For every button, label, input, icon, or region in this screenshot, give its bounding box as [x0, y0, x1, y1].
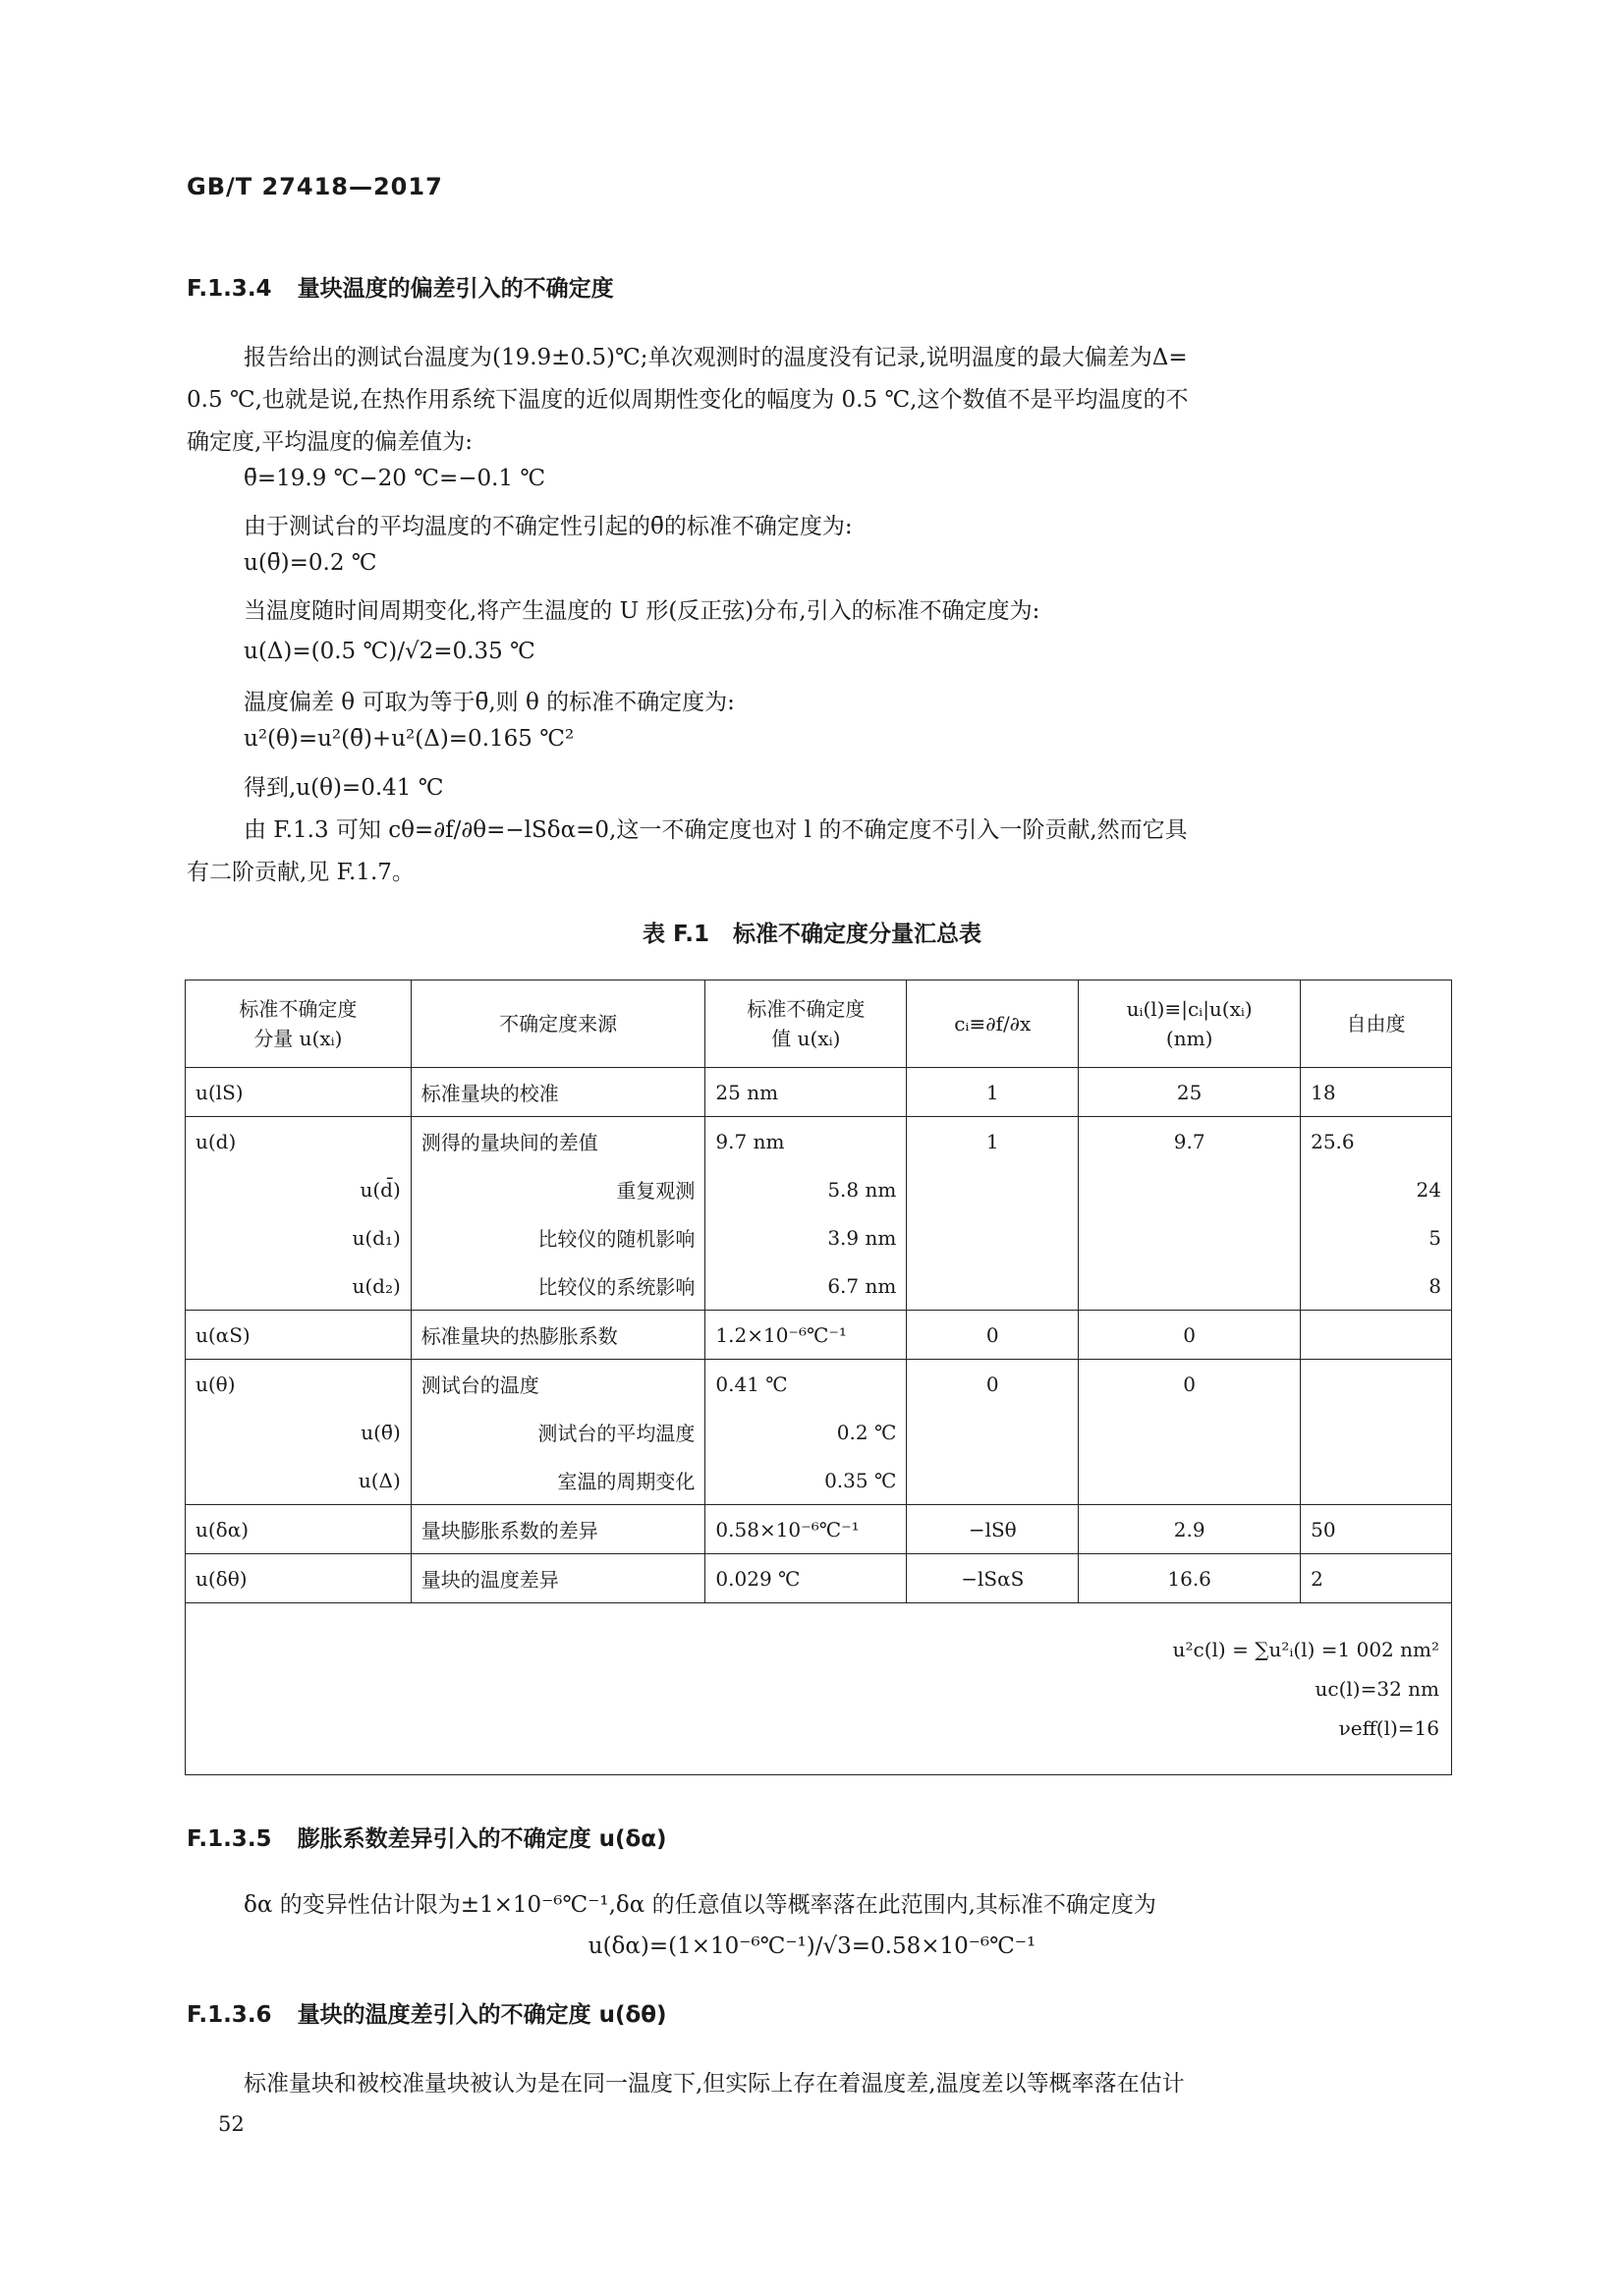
cell-dof: [1301, 1360, 1452, 1409]
cell-dof: 2: [1301, 1554, 1452, 1603]
paragraph-line: 当温度随时间周期变化,将产生温度的 U 形(反正弦)分布,引入的标准不确定度为:: [244, 598, 1040, 624]
cell-contribution: 2.9: [1079, 1505, 1301, 1554]
cell-source: 重复观测: [411, 1165, 705, 1213]
header-contribution: uᵢ(l)≡|cᵢ|u(xᵢ) (nm): [1079, 980, 1301, 1068]
cell-value: 0.41 ℃: [705, 1360, 907, 1409]
table-row: [186, 1554, 1452, 1603]
table-row: [186, 1261, 1452, 1311]
table-row: [186, 1165, 1452, 1213]
document-header: GB/T 27418—2017: [187, 173, 443, 200]
page-number: 52: [218, 2112, 245, 2136]
paragraph-line: 0.5 ℃,也就是说,在热作用系统下温度的近似周期性变化的幅度为 0.5 ℃,这个数值不是平均温度的不: [187, 387, 1189, 413]
paragraph-line: 温度偏差 θ 可取为等于θ̄,则 θ 的标准不确定度为:: [244, 690, 735, 715]
cell-source: 室温的周期变化: [411, 1456, 705, 1505]
table-summary-row: [186, 1603, 1452, 1775]
cell-sensitivity: −lSθ: [907, 1505, 1079, 1554]
section-title: 量块的温度差引入的不确定度 u(δθ): [297, 2002, 667, 2028]
cell-dof: [1301, 1456, 1452, 1505]
cell-value: 9.7 nm: [705, 1117, 907, 1166]
cell-value: 25 nm: [705, 1068, 907, 1117]
section-title: 膨胀系数差异引入的不确定度 u(δα): [297, 1826, 667, 1852]
cell-dof: 50: [1301, 1505, 1452, 1554]
equation-line: u(θ̄)=0.2 ℃: [244, 550, 377, 576]
cell-dof: 8: [1301, 1261, 1452, 1311]
cell-component: u(d): [186, 1117, 412, 1166]
header-value: 标准不确定度 值 u(xᵢ): [705, 980, 907, 1068]
cell-component: u(δθ): [186, 1554, 412, 1603]
table-caption: [0, 916, 1624, 948]
cell-sensitivity: −lSαS: [907, 1554, 1079, 1603]
section-number: F.1.3.4: [187, 276, 272, 302]
cell-contribution: 16.6: [1079, 1554, 1301, 1603]
cell-contribution: 0: [1079, 1311, 1301, 1360]
cell-dof: 25.6: [1301, 1117, 1452, 1166]
paragraph-line: δα 的变异性估计限为±1×10⁻⁶℃⁻¹,δα 的任意值以等概率落在此范围内,其标准不确定度为: [244, 1892, 1156, 1918]
cell-dof: [1301, 1408, 1452, 1456]
table-row: [186, 1068, 1452, 1117]
cell-value: 0.029 ℃: [705, 1554, 907, 1603]
cell-contribution: [1079, 1456, 1301, 1505]
cell-component: u(d₂): [186, 1261, 412, 1311]
cell-source: 比较仪的系统影响: [411, 1261, 705, 1311]
section-heading-f134: [187, 270, 614, 303]
combined-variance: u²c(l) = ∑u²ᵢ(l) =1 002 nm²: [1172, 1638, 1439, 1661]
cell-source: 测得的量块间的差值: [411, 1117, 705, 1166]
section-heading-f136: [187, 1996, 667, 2029]
cell-value: 0.58×10⁻⁶℃⁻¹: [705, 1505, 907, 1554]
cell-value: 6.7 nm: [705, 1261, 907, 1311]
section-title: 量块温度的偏差引入的不确定度: [297, 276, 614, 302]
cell-sensitivity: [907, 1213, 1079, 1261]
cell-contribution: [1079, 1261, 1301, 1311]
cell-contribution: [1079, 1213, 1301, 1261]
table-row: [186, 1360, 1452, 1409]
cell-component: u(lS): [186, 1068, 412, 1117]
cell-component: u(αS): [186, 1311, 412, 1360]
paragraph-line: 有二阶贡献,见 F.1.7。: [187, 860, 415, 885]
cell-contribution: [1079, 1408, 1301, 1456]
cell-sensitivity: 1: [907, 1068, 1079, 1117]
cell-component: u(θ̄): [186, 1408, 412, 1456]
paragraph-line: 由于测试台的平均温度的不确定性引起的θ̄的标准不确定度为:: [244, 514, 853, 539]
cell-contribution: 0: [1079, 1360, 1301, 1409]
section-heading-f135: [187, 1820, 667, 1853]
cell-source: 标准量块的校准: [411, 1068, 705, 1117]
equation-line: θ̄=19.9 ℃−20 ℃=−0.1 ℃: [244, 466, 546, 491]
header-dof: 自由度: [1301, 980, 1452, 1068]
cell-source: 量块的温度差异: [411, 1554, 705, 1603]
cell-source: 测试台的温度: [411, 1360, 705, 1409]
effective-dof: νeff(l)=16: [1338, 1716, 1439, 1740]
cell-sensitivity: 1: [907, 1117, 1079, 1166]
equation-line: u(Δ)=(0.5 ℃)/√2=0.35 ℃: [244, 639, 535, 664]
table-caption-number: 表 F.1: [642, 922, 710, 947]
table-row: [186, 1456, 1452, 1505]
cell-contribution: 9.7: [1079, 1117, 1301, 1166]
cell-contribution: 25: [1079, 1068, 1301, 1117]
section-number: F.1.3.5: [187, 1826, 272, 1852]
cell-dof: 24: [1301, 1165, 1452, 1213]
equation-line: u(δα)=(1×10⁻⁶℃⁻¹)/√3=0.58×10⁻⁶℃⁻¹: [588, 1933, 1036, 1959]
table-caption-title: 标准不确定度分量汇总表: [733, 922, 982, 947]
cell-value: 0.2 ℃: [705, 1408, 907, 1456]
paragraph-line: 确定度,平均温度的偏差值为:: [187, 429, 474, 455]
combined-uncertainty: uc(l)=32 nm: [1315, 1677, 1439, 1701]
cell-component: u(d₁): [186, 1213, 412, 1261]
header-component: 标准不确定度 分量 u(xᵢ): [186, 980, 412, 1068]
cell-contribution: [1079, 1165, 1301, 1213]
cell-dof: 18: [1301, 1068, 1452, 1117]
cell-sensitivity: [907, 1408, 1079, 1456]
cell-source: 量块膨胀系数的差异: [411, 1505, 705, 1554]
table-row: [186, 1213, 1452, 1261]
table-row: [186, 1505, 1452, 1554]
equation-line: u²(θ)=u²(θ̄)+u²(Δ)=0.165 ℃²: [244, 726, 575, 752]
cell-component: u(d̄): [186, 1165, 412, 1213]
header-source: 不确定度来源: [411, 980, 705, 1068]
cell-source: 比较仪的随机影响: [411, 1213, 705, 1261]
cell-source: 标准量块的热膨胀系数: [411, 1311, 705, 1360]
cell-component: u(θ): [186, 1360, 412, 1409]
paragraph-line: 报告给出的测试台温度为(19.9±0.5)℃;单次观测时的温度没有记录,说明温度的最大偏差为Δ=: [244, 345, 1188, 370]
cell-component: u(δα): [186, 1505, 412, 1554]
section-number: F.1.3.6: [187, 2002, 272, 2028]
table-row: [186, 1408, 1452, 1456]
cell-value: 3.9 nm: [705, 1213, 907, 1261]
paragraph-line: 由 F.1.3 可知 cθ=∂f/∂θ=−lSδα=0,这一不确定度也对 l 的不确定度不引入一阶贡献,然而它具: [244, 817, 1188, 843]
cell-dof: [1301, 1311, 1452, 1360]
uncertainty-summary-table: [185, 980, 1452, 1775]
table-row: [186, 1311, 1452, 1360]
table-row: [186, 1117, 1452, 1166]
cell-sensitivity: 0: [907, 1360, 1079, 1409]
summary-cell: [186, 1603, 1452, 1775]
cell-component: u(Δ): [186, 1456, 412, 1505]
cell-dof: 5: [1301, 1213, 1452, 1261]
cell-sensitivity: [907, 1165, 1079, 1213]
cell-value: 5.8 nm: [705, 1165, 907, 1213]
cell-source: 测试台的平均温度: [411, 1408, 705, 1456]
cell-sensitivity: 0: [907, 1311, 1079, 1360]
header-sensitivity: cᵢ≡∂f/∂x: [907, 980, 1079, 1068]
cell-value: 1.2×10⁻⁶℃⁻¹: [705, 1311, 907, 1360]
paragraph-line: 得到,u(θ)=0.41 ℃: [244, 775, 444, 801]
cell-value: 0.35 ℃: [705, 1456, 907, 1505]
table-header-row: [186, 980, 1452, 1068]
paragraph-line: 标准量块和被校准量块被认为是在同一温度下,但实际上存在着温度差,温度差以等概率落在估计: [244, 2071, 1185, 2097]
cell-sensitivity: [907, 1456, 1079, 1505]
cell-sensitivity: [907, 1261, 1079, 1311]
